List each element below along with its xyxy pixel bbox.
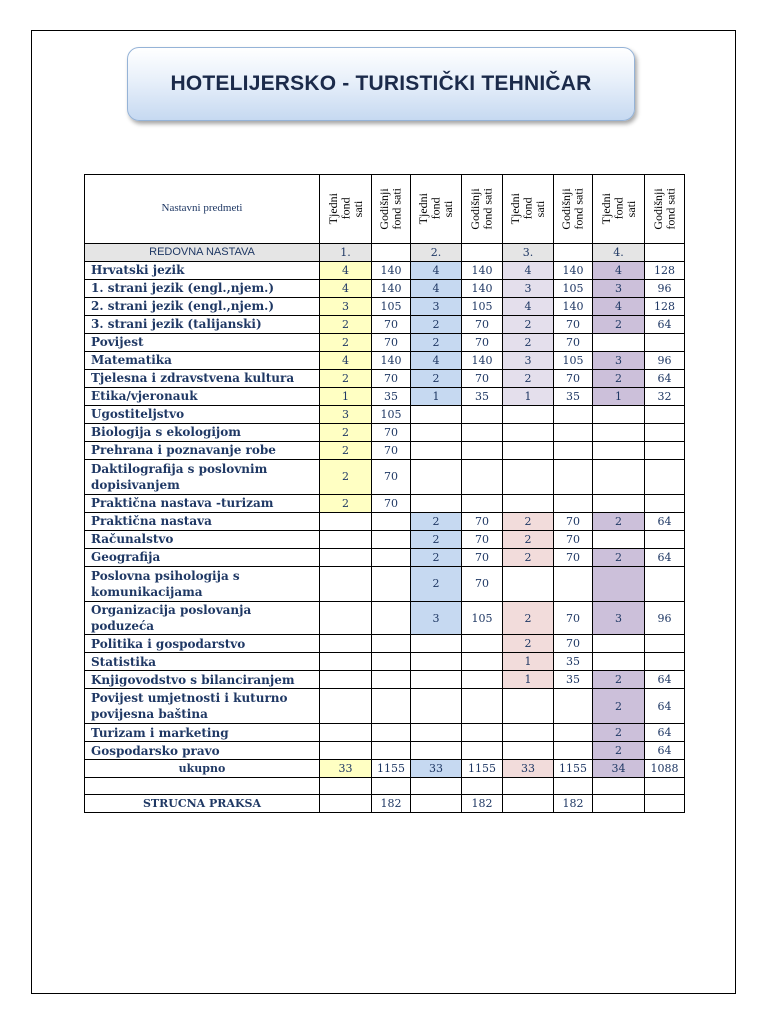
empty-cell — [462, 778, 503, 795]
weekly-hours-cell: 2 — [593, 549, 645, 567]
yearly-hours-cell: 140 — [462, 280, 503, 298]
yearly-hours-cell: 35 — [372, 388, 411, 406]
weekly-hours-cell: 2 — [503, 316, 554, 334]
table-row — [85, 567, 685, 602]
table-row — [85, 262, 685, 280]
empty-cell — [503, 778, 554, 795]
yearly-hours-cell — [554, 460, 593, 495]
weekly-hours-cell: 4 — [320, 280, 372, 298]
practice-yearly-cell: 182 — [554, 795, 593, 813]
title-banner — [127, 47, 635, 121]
weekly-hours-cell: 4 — [503, 262, 554, 280]
weekly-hours-cell: 4 — [503, 298, 554, 316]
subject-name: Povijest umjetnosti i kuturno povijesna baština — [85, 689, 320, 724]
header-row — [85, 175, 685, 244]
yearly-hours-cell: 128 — [645, 298, 685, 316]
yearly-hours-cell: 105 — [462, 298, 503, 316]
yearly-hours-cell: 96 — [645, 602, 685, 635]
yearly-hours-cell: 70 — [462, 513, 503, 531]
yearly-hours-cell: 64 — [645, 370, 685, 388]
yearly-hours-cell: 70 — [462, 531, 503, 549]
year-spacer-1 — [372, 244, 411, 262]
yearly-hours-cell: 140 — [372, 262, 411, 280]
weekly-hours-cell — [593, 495, 645, 513]
table-row — [85, 352, 685, 370]
yearly-hours-cell: 140 — [462, 352, 503, 370]
weekly-hours-cell — [593, 406, 645, 424]
empty-cell — [645, 778, 685, 795]
weekly-hours-cell — [503, 567, 554, 602]
weekly-hours-cell: 3 — [593, 602, 645, 635]
empty-cell — [411, 778, 462, 795]
weekly-hours-cell — [411, 460, 462, 495]
practice-label: STRUCNA PRAKSA — [85, 795, 320, 813]
weekly-hours-cell — [503, 406, 554, 424]
table-row — [85, 370, 685, 388]
yearly-hours-cell — [372, 513, 411, 531]
yearly-hours-cell — [462, 724, 503, 742]
yearly-hours-cell — [372, 567, 411, 602]
practice-row — [85, 795, 685, 813]
weekly-hours-cell: 2 — [593, 513, 645, 531]
yearly-hours-cell: 70 — [372, 334, 411, 352]
yearly-hours-cell — [645, 653, 685, 671]
yearly-hours-cell: 70 — [462, 334, 503, 352]
yearly-hours-cell — [462, 424, 503, 442]
weekly-hours-cell — [320, 742, 372, 760]
yearly-hours-cell — [554, 689, 593, 724]
weekly-hours-cell — [320, 513, 372, 531]
yearly-hours-cell: 64 — [645, 513, 685, 531]
yearly-hours-cell: 140 — [554, 298, 593, 316]
table-row — [85, 460, 685, 495]
yearly-hours-cell — [372, 635, 411, 653]
yearly-hours-cell — [554, 442, 593, 460]
weekly-hours-cell: 2 — [593, 689, 645, 724]
weekly-hours-cell: 3 — [411, 602, 462, 635]
yearly-hours-cell: 70 — [554, 549, 593, 567]
total-yearly-cell: 1155 — [372, 760, 411, 778]
empty-cell — [554, 778, 593, 795]
total-row — [85, 760, 685, 778]
table-row — [85, 602, 685, 635]
weekly-hours-cell — [593, 334, 645, 352]
yearly-hours-cell: 140 — [554, 262, 593, 280]
weekly-hours-cell: 2 — [320, 424, 372, 442]
yearly-hours-cell — [645, 334, 685, 352]
practice-weekly-cell — [593, 795, 645, 813]
yearly-hours-cell: 70 — [372, 442, 411, 460]
weekly-hours-cell — [320, 602, 372, 635]
table-row — [85, 531, 685, 549]
yearly-hours-cell: 70 — [372, 424, 411, 442]
yearly-hours-cell: 70 — [554, 635, 593, 653]
weekly-hours-cell — [411, 424, 462, 442]
weekly-hours-cell — [503, 742, 554, 760]
yearly-hours-cell: 32 — [645, 388, 685, 406]
weekly-hours-cell: 2 — [411, 531, 462, 549]
subject-name: Matematika — [85, 352, 320, 370]
yearly-hours-cell: 64 — [645, 316, 685, 334]
weekly-hours-cell — [411, 442, 462, 460]
weekly-hours-cell: 2 — [593, 742, 645, 760]
weekly-hours-cell: 4 — [320, 352, 372, 370]
weekly-hours-cell: 2 — [320, 334, 372, 352]
yearly-hours-cell — [645, 460, 685, 495]
weekly-header-year-1: Tjedni fond sati — [320, 175, 372, 244]
spacer-row — [85, 778, 685, 795]
weekly-hours-cell: 2 — [503, 334, 554, 352]
weekly-hours-cell — [320, 724, 372, 742]
weekly-hours-cell — [503, 424, 554, 442]
weekly-hours-cell: 1 — [593, 388, 645, 406]
table-row — [85, 316, 685, 334]
weekly-hours-cell — [411, 724, 462, 742]
yearly-hours-cell: 70 — [554, 602, 593, 635]
yearly-hours-cell: 64 — [645, 724, 685, 742]
yearly-hours-cell — [645, 424, 685, 442]
weekly-hours-cell — [593, 442, 645, 460]
weekly-hours-cell: 1 — [503, 388, 554, 406]
table-row — [85, 635, 685, 653]
yearly-hours-cell — [554, 424, 593, 442]
yearly-hours-cell — [554, 742, 593, 760]
weekly-hours-cell: 2 — [411, 334, 462, 352]
subject-name: 1. strani jezik (engl.,njem.) — [85, 280, 320, 298]
yearly-hours-cell: 105 — [554, 352, 593, 370]
yearly-hours-cell: 35 — [462, 388, 503, 406]
subject-name: Gospodarsko pravo — [85, 742, 320, 760]
weekly-hours-cell: 3 — [320, 406, 372, 424]
weekly-hours-cell — [503, 689, 554, 724]
practice-yearly-cell — [645, 795, 685, 813]
subject-name: Geografija — [85, 549, 320, 567]
practice-weekly-cell — [503, 795, 554, 813]
weekly-hours-cell: 1 — [320, 388, 372, 406]
table-row — [85, 388, 685, 406]
yearly-hours-cell: 70 — [462, 549, 503, 567]
weekly-hours-cell: 2 — [593, 316, 645, 334]
subject-name: Praktična nastava -turizam — [85, 495, 320, 513]
total-yearly-cell: 1155 — [554, 760, 593, 778]
total-weekly-cell: 33 — [503, 760, 554, 778]
yearly-hours-cell — [462, 671, 503, 689]
weekly-hours-cell: 2 — [503, 531, 554, 549]
yearly-hours-cell: 105 — [554, 280, 593, 298]
weekly-hours-cell — [503, 724, 554, 742]
yearly-hours-cell: 96 — [645, 280, 685, 298]
weekly-hours-cell — [411, 742, 462, 760]
weekly-hours-cell — [503, 442, 554, 460]
weekly-hours-cell: 2 — [320, 460, 372, 495]
year-spacer-4 — [645, 244, 685, 262]
weekly-hours-cell: 3 — [411, 298, 462, 316]
weekly-hours-cell — [320, 653, 372, 671]
subject-name: Turizam i marketing — [85, 724, 320, 742]
yearly-hours-cell: 140 — [372, 280, 411, 298]
empty-cell — [593, 778, 645, 795]
subject-name: 3. strani jezik (talijanski) — [85, 316, 320, 334]
table-row — [85, 495, 685, 513]
weekly-hours-cell — [320, 635, 372, 653]
year-spacer-2 — [462, 244, 503, 262]
yearly-hours-cell: 70 — [554, 370, 593, 388]
weekly-hours-cell — [411, 635, 462, 653]
yearly-hours-cell: 105 — [462, 602, 503, 635]
yearly-hours-cell: 96 — [645, 352, 685, 370]
yearly-hours-cell — [372, 671, 411, 689]
yearly-hours-cell — [462, 689, 503, 724]
subject-name: Tjelesna i zdravstvena kultura — [85, 370, 320, 388]
weekly-hours-cell — [593, 531, 645, 549]
weekly-hours-cell — [593, 424, 645, 442]
weekly-hours-cell: 4 — [411, 262, 462, 280]
table-row — [85, 406, 685, 424]
weekly-hours-cell: 2 — [320, 442, 372, 460]
weekly-hours-cell: 2 — [411, 549, 462, 567]
subject-name: Statistika — [85, 653, 320, 671]
yearly-hours-cell — [554, 406, 593, 424]
table-row — [85, 513, 685, 531]
yearly-hours-cell — [462, 635, 503, 653]
weekly-hours-cell — [411, 689, 462, 724]
yearly-hours-cell — [372, 689, 411, 724]
weekly-hours-cell — [593, 635, 645, 653]
yearly-hours-cell: 70 — [372, 370, 411, 388]
yearly-hours-cell — [645, 635, 685, 653]
weekly-hours-cell: 4 — [411, 280, 462, 298]
weekly-hours-cell — [411, 495, 462, 513]
yearly-hours-cell — [645, 406, 685, 424]
weekly-header-year-3: Tjedni fond sati — [503, 175, 554, 244]
section-label: REDOVNA NASTAVA — [85, 244, 320, 262]
weekly-hours-cell — [503, 460, 554, 495]
weekly-hours-cell — [320, 689, 372, 724]
weekly-hours-cell: 2 — [593, 370, 645, 388]
yearly-hours-cell — [462, 406, 503, 424]
weekly-hours-cell: 2 — [320, 316, 372, 334]
practice-weekly-cell — [411, 795, 462, 813]
subject-name: Hrvatski jezik — [85, 262, 320, 280]
weekly-hours-cell: 2 — [503, 513, 554, 531]
total-yearly-cell: 1155 — [462, 760, 503, 778]
weekly-hours-cell: 2 — [503, 370, 554, 388]
weekly-hours-cell: 2 — [411, 370, 462, 388]
yearly-hours-cell: 64 — [645, 742, 685, 760]
weekly-hours-cell: 4 — [593, 298, 645, 316]
year-label-3: 3. — [503, 244, 554, 262]
weekly-hours-cell: 2 — [503, 602, 554, 635]
yearly-hours-cell: 70 — [554, 316, 593, 334]
year-spacer-3 — [554, 244, 593, 262]
yearly-hours-cell: 70 — [554, 531, 593, 549]
table-row — [85, 442, 685, 460]
weekly-hours-cell — [503, 495, 554, 513]
yearly-hours-cell: 140 — [372, 352, 411, 370]
yearly-hours-cell: 35 — [554, 671, 593, 689]
table-row — [85, 424, 685, 442]
weekly-hours-cell: 3 — [593, 280, 645, 298]
yearly-hours-cell — [372, 549, 411, 567]
weekly-hours-cell: 2 — [503, 635, 554, 653]
weekly-hours-cell — [320, 549, 372, 567]
yearly-hours-cell: 70 — [554, 513, 593, 531]
empty-cell — [372, 778, 411, 795]
yearly-hours-cell: 70 — [372, 495, 411, 513]
subject-name: Knjigovodstvo s bilanciranjem — [85, 671, 320, 689]
yearly-hours-cell: 64 — [645, 671, 685, 689]
subject-name: Organizacija poslovanja poduzeća — [85, 602, 320, 635]
subject-name: Daktilografija s poslovnim dopisivanjem — [85, 460, 320, 495]
practice-yearly-cell: 182 — [462, 795, 503, 813]
weekly-hours-cell: 1 — [411, 388, 462, 406]
yearly-header-year-1: Godišnji fond sati — [372, 175, 411, 244]
weekly-hours-cell — [411, 653, 462, 671]
yearly-hours-cell — [554, 567, 593, 602]
weekly-hours-cell: 2 — [411, 316, 462, 334]
weekly-hours-cell — [593, 567, 645, 602]
table-row — [85, 280, 685, 298]
yearly-hours-cell — [554, 495, 593, 513]
subject-name: Prehrana i poznavanje robe — [85, 442, 320, 460]
table-row — [85, 298, 685, 316]
total-weekly-cell: 33 — [320, 760, 372, 778]
weekly-header-year-4: Tjedni fond sati — [593, 175, 645, 244]
yearly-hours-cell: 105 — [372, 298, 411, 316]
yearly-hours-cell — [645, 442, 685, 460]
year-label-1: 1. — [320, 244, 372, 262]
yearly-hours-cell — [462, 442, 503, 460]
subject-name: Biologija s ekologijom — [85, 424, 320, 442]
yearly-hours-cell: 64 — [645, 689, 685, 724]
weekly-hours-cell: 3 — [320, 298, 372, 316]
yearly-hours-cell: 70 — [554, 334, 593, 352]
weekly-hours-cell — [411, 406, 462, 424]
subject-name: Povijest — [85, 334, 320, 352]
yearly-header-year-3: Godišnji fond sati — [554, 175, 593, 244]
subject-name: 2. strani jezik (engl.,njem.) — [85, 298, 320, 316]
yearly-hours-cell — [372, 602, 411, 635]
weekly-hours-cell: 2 — [411, 513, 462, 531]
weekly-hours-cell: 2 — [503, 549, 554, 567]
subject-column-header: Nastavni predmeti — [85, 175, 320, 244]
yearly-hours-cell — [372, 531, 411, 549]
subject-name: Ugostiteljstvo — [85, 406, 320, 424]
table-row — [85, 334, 685, 352]
weekly-hours-cell: 2 — [320, 370, 372, 388]
weekly-hours-cell: 4 — [593, 262, 645, 280]
subject-name: Računalstvo — [85, 531, 320, 549]
weekly-hours-cell — [593, 653, 645, 671]
yearly-hours-cell: 70 — [372, 460, 411, 495]
weekly-hours-cell — [320, 671, 372, 689]
table-row — [85, 689, 685, 724]
year-label-2: 2. — [411, 244, 462, 262]
yearly-hours-cell — [372, 653, 411, 671]
weekly-hours-cell: 2 — [411, 567, 462, 602]
yearly-hours-cell: 140 — [462, 262, 503, 280]
subject-name: Poslovna psihologija s komunikacijama — [85, 567, 320, 602]
curriculum-table — [84, 174, 685, 813]
weekly-hours-cell — [411, 671, 462, 689]
yearly-hours-cell: 105 — [372, 406, 411, 424]
weekly-hours-cell: 1 — [503, 653, 554, 671]
weekly-hours-cell: 3 — [593, 352, 645, 370]
yearly-hours-cell: 70 — [462, 316, 503, 334]
document-title: HOTELIJERSKO - TURISTIČKI TEHNIČAR — [170, 72, 592, 95]
yearly-header-year-2: Godišnji fond sati — [462, 175, 503, 244]
weekly-hours-cell: 3 — [503, 352, 554, 370]
table-row — [85, 653, 685, 671]
yearly-hours-cell — [462, 495, 503, 513]
table-row — [85, 671, 685, 689]
weekly-hours-cell: 3 — [503, 280, 554, 298]
year-label-4: 4. — [593, 244, 645, 262]
yearly-hours-cell — [645, 495, 685, 513]
total-label: ukupno — [85, 760, 320, 778]
practice-yearly-cell: 182 — [372, 795, 411, 813]
weekly-hours-cell: 2 — [593, 671, 645, 689]
total-yearly-cell: 1088 — [645, 760, 685, 778]
subject-name: Etika/vjeronauk — [85, 388, 320, 406]
weekly-hours-cell: 1 — [503, 671, 554, 689]
empty-cell — [320, 778, 372, 795]
yearly-header-year-4: Godišnji fond sati — [645, 175, 685, 244]
practice-weekly-cell — [320, 795, 372, 813]
yearly-hours-cell — [645, 567, 685, 602]
subject-name: Praktična nastava — [85, 513, 320, 531]
yearly-hours-cell — [462, 742, 503, 760]
table-row — [85, 742, 685, 760]
weekly-hours-cell: 2 — [593, 724, 645, 742]
empty-cell — [85, 778, 320, 795]
yearly-hours-cell — [462, 460, 503, 495]
section-row — [85, 244, 685, 262]
table-row — [85, 724, 685, 742]
weekly-hours-cell: 4 — [320, 262, 372, 280]
yearly-hours-cell: 128 — [645, 262, 685, 280]
yearly-hours-cell — [462, 653, 503, 671]
weekly-hours-cell — [593, 460, 645, 495]
weekly-header-year-2: Tjedni fond sati — [411, 175, 462, 244]
total-weekly-cell: 34 — [593, 760, 645, 778]
weekly-hours-cell: 4 — [411, 352, 462, 370]
yearly-hours-cell: 70 — [462, 370, 503, 388]
subject-name: Politika i gospodarstvo — [85, 635, 320, 653]
yearly-hours-cell — [372, 724, 411, 742]
yearly-hours-cell: 35 — [554, 653, 593, 671]
yearly-hours-cell: 64 — [645, 549, 685, 567]
yearly-hours-cell: 70 — [462, 567, 503, 602]
yearly-hours-cell — [372, 742, 411, 760]
weekly-hours-cell — [320, 567, 372, 602]
yearly-hours-cell: 70 — [372, 316, 411, 334]
total-weekly-cell: 33 — [411, 760, 462, 778]
weekly-hours-cell — [320, 531, 372, 549]
weekly-hours-cell: 2 — [320, 495, 372, 513]
table-row — [85, 549, 685, 567]
yearly-hours-cell: 35 — [554, 388, 593, 406]
yearly-hours-cell — [554, 724, 593, 742]
yearly-hours-cell — [645, 531, 685, 549]
